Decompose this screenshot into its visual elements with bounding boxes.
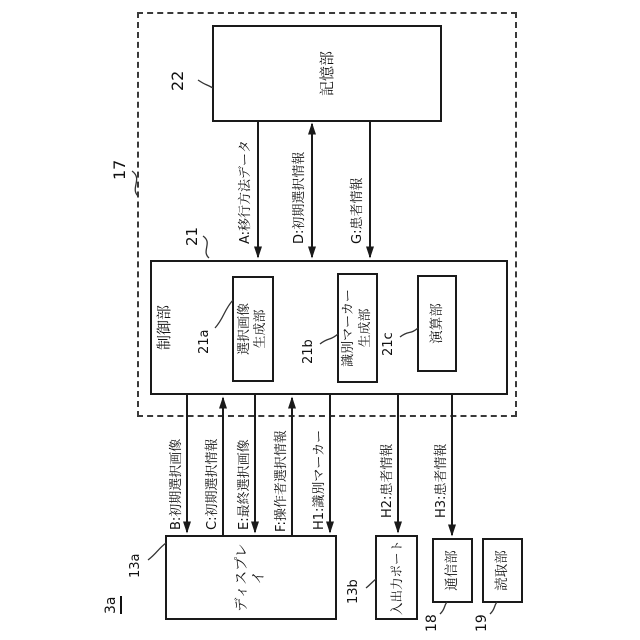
- ref-21: 21: [183, 226, 201, 246]
- leader-13a: [148, 543, 166, 560]
- calc-box: [417, 275, 457, 372]
- control-label: 制御部: [155, 305, 173, 351]
- arrow-h1-label: H1:識別マーカー: [312, 429, 327, 530]
- ref-19: 19: [474, 614, 490, 632]
- arrow-a-label: A:移行方法データ: [238, 139, 253, 244]
- comm-box: [432, 538, 473, 603]
- marker-generator-label-line1: 識別マーカー: [341, 289, 357, 367]
- ref-13a: 13a: [128, 553, 143, 578]
- leader-18: [440, 602, 447, 614]
- calc-label: 演算部: [428, 303, 445, 344]
- display-label: ディスプレイ: [233, 543, 267, 612]
- arrow-f-label: F:操作者選択情報: [274, 430, 289, 532]
- arrow-h2-label: H2:患者情報: [380, 443, 395, 518]
- storage-label: 記憶部: [317, 51, 336, 97]
- arrow-b-label: B:初期選択画像: [169, 438, 184, 530]
- arrow-g-label: G:患者情報: [350, 177, 365, 244]
- leader-19: [490, 602, 497, 614]
- arrow-c-label: C:初期選択情報: [205, 438, 220, 530]
- ref-3a: 3a: [103, 597, 122, 615]
- ref-18: 18: [424, 614, 440, 632]
- arrow-h3-label: H3:患者情報: [434, 443, 449, 518]
- io-port-box: [375, 535, 418, 620]
- ref-17: 17: [110, 159, 129, 180]
- comm-label: 通信部: [444, 550, 461, 591]
- ref-22: 22: [168, 70, 187, 91]
- io-port-label: 入出力ポート: [388, 540, 404, 616]
- storage-box: [212, 25, 442, 122]
- arrow-d-label: D:初期選択情報: [292, 151, 307, 244]
- ref-21a: 21a: [197, 329, 212, 354]
- ref-21c: 21c: [381, 332, 396, 356]
- display-box: [165, 535, 337, 620]
- reader-box: [482, 538, 523, 603]
- ref-21b: 21b: [301, 339, 316, 364]
- ref-13b: 13b: [346, 579, 361, 604]
- marker-generator-box: [337, 273, 378, 383]
- arrow-e-label: E:最終選択画像: [237, 439, 252, 530]
- reader-label: 読取部: [494, 550, 511, 591]
- select-image-generator-box: [232, 276, 274, 382]
- select-image-generator-label-line2: 生成部: [253, 309, 268, 349]
- select-image-generator-label-line1: 選択画像: [236, 303, 252, 356]
- marker-generator-label-line2: 生成部: [357, 308, 373, 348]
